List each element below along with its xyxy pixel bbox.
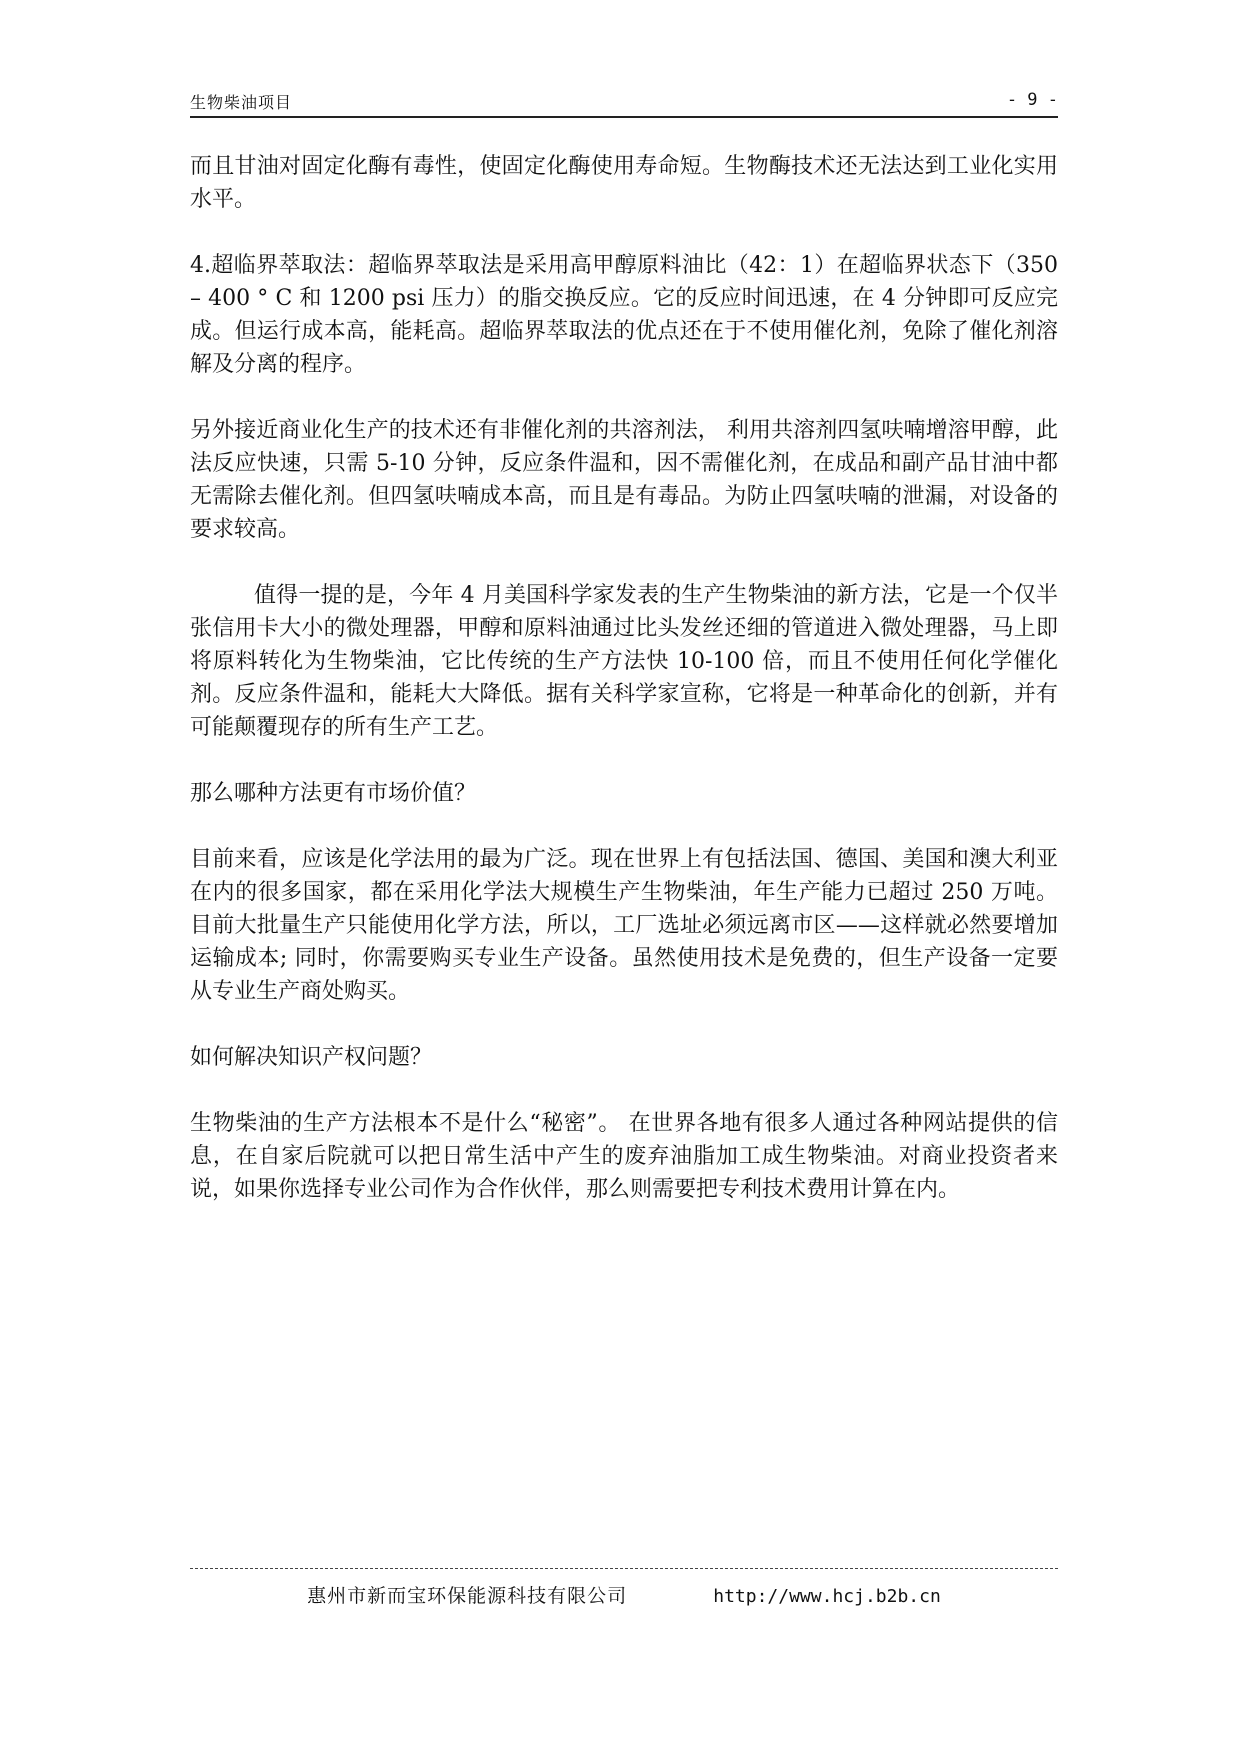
footer-company-name: 惠州市新而宝环保能源科技有限公司 [307,1585,628,1607]
page-number: - 9 - [1006,90,1058,110]
paragraph-cosolvent-method: 另外接近商业化生产的技术还有非催化剂的共溶剂法， 利用共溶剂四氢呋喃增溶甲醇，此法反应快速，只需 5-10 分钟，反应条件温和，因不需催化剂，在成品和副产品甘油中都无需除去催化剂。但四氢呋喃成本高，而且是有毒品。为防止四氢呋喃的泄漏，对设备的要求较高。 [190,418,1058,542]
paragraph-microprocessor-method: 值得一提的是，今年 4 月美国科学家发表的生产生物柴油的新方法，它是一个仅半张信用卡大小的微处理器，甲醇和原料油通过比头发丝还细的管道进入微处理器，马上即将原料转化为生物柴油，它比传统的生产方法快 10-100 倍，而且不使用任何化学催化剂。反应条件温和，能耗大大降低。据有关科学家宣称，它将是一种革命化的创新，并有可能颠覆现存的所有生产工艺。 [190,583,1058,740]
page-header [190,88,1058,118]
header-title: 生物柴油项目 [190,93,293,112]
footer-divider [190,1568,1058,1569]
paragraph-supercritical-extraction: 4.超临界萃取法：超临界萃取法是采用高甲醇原料油比（42：1）在超临界状态下（350 – 400 ° C 和 1200 psi 压力）的脂交换反应。它的反应时间迅速，在 4 分钟即可反应完成。但运行成本高，能耗高。超临界萃取法的优点还在于不使用催化剂，免除了催化剂溶解及分离的程序。 [190,253,1058,377]
paragraph-ip-answer: 生物柴油的生产方法根本不是什么“秘密”。 在世界各地有很多人通过各种网站提供的信息，在自家后院就可以把日常生活中产生的废弃油脂加工成生物柴油。对商业投资者来说，如果你选择专业公司作为合作伙伴，那么则需要把专利技术费用计算在内。 [190,1111,1058,1202]
question-intellectual-property: 如何解决知识产权问题？ [190,1045,433,1070]
question-market-value: 那么哪种方法更有市场价值？ [190,781,477,806]
page-footer [190,1568,1058,1608]
footer-website-url: http://www.hcj.b2b.cn [713,1586,941,1607]
paragraph-chemical-method: 目前来看，应该是化学法用的最为广泛。现在世界上有包括法国、德国、美国和澳大利亚在内的很多国家，都在采用化学法大规模生产生物柴油，年生产能力已超过 250 万吨。目前大批量生产只能使用化学方法，所以，工厂选址必须远离市区——这样就必然要增加运输成本; 同时，你需要购买专业生产设备。虽然使用技术是免费的，但生产设备一定要从专业生产商处购买。 [190,847,1058,1004]
footer-info [190,1581,1058,1608]
document-body [190,150,1058,1206]
paragraph-enzyme-conclusion: 而且甘油对固定化酶有毒性，使固定化酶使用寿命短。生物酶技术还无法达到工业化实用水平。 [190,154,1058,212]
